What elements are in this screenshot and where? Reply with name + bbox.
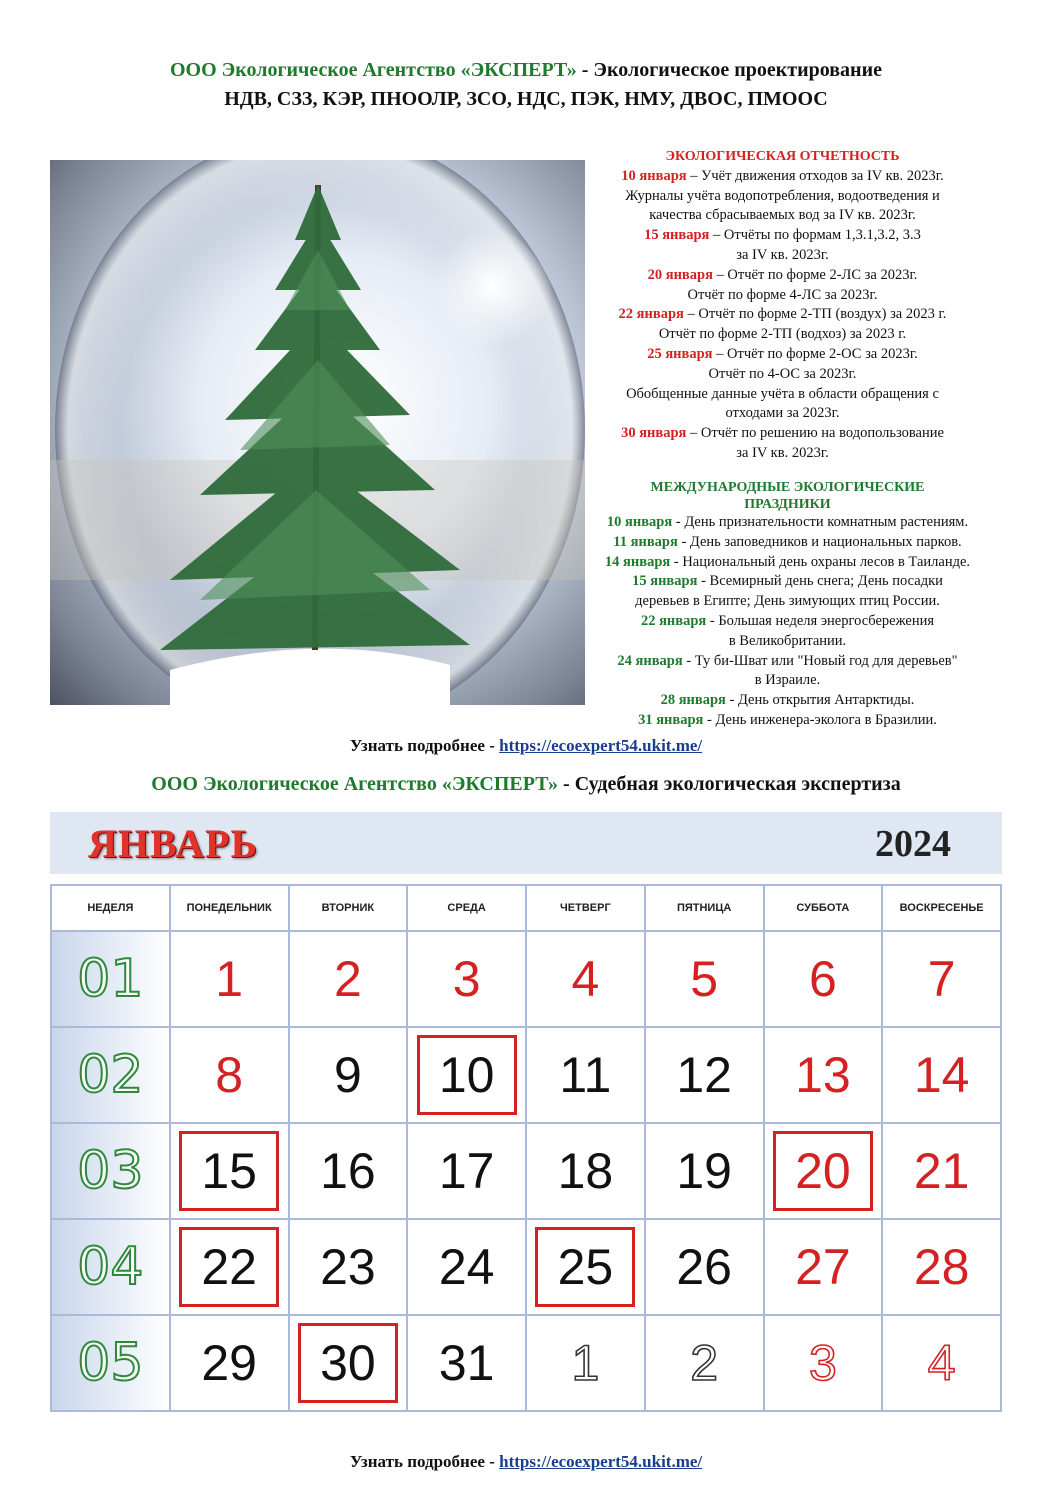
day-number: 27 (795, 1239, 851, 1295)
day-cell[interactable] (170, 1219, 289, 1315)
reporting-item (575, 424, 990, 444)
reporting-date: 25 января (647, 345, 713, 362)
reporting-item (575, 266, 990, 286)
reporting-text: – Отчёты по формам 1,3.1,3.2, 3.3 (709, 227, 921, 244)
holiday-date: 11 января (613, 533, 678, 550)
holiday-text: - Национальный день охраны лесов в Таиланде. (670, 553, 971, 570)
day-number: 2 (690, 1335, 719, 1391)
day-cell[interactable] (764, 1315, 883, 1411)
reporting-item (575, 305, 990, 325)
day-number: 14 (913, 1047, 970, 1103)
reporting-title: ЭКОЛОГИЧЕСКАЯ ОТЧЕТНОСТЬ (665, 149, 900, 164)
reporting-item-cont: качества сбрасываемых вод за IV кв. 2023г. (649, 207, 916, 224)
reporting-text: – Отчёт по решению на водопользование (686, 425, 944, 442)
reporting-date: 30 января (621, 425, 687, 442)
reporting-date: 15 января (644, 227, 710, 244)
week-number: 02 (77, 1045, 144, 1105)
reporting-text: – Учёт движения отходов за IV кв. 2023г. (686, 167, 944, 184)
reporting-date: 22 января (618, 306, 684, 323)
more-info-line-bottom (0, 1452, 1052, 1472)
holiday-item (575, 553, 1000, 573)
day-number: 1 (571, 1335, 600, 1391)
holiday-item (575, 691, 1000, 711)
holiday-text: - День инженера-эколога в Бразилии. (703, 711, 937, 728)
holiday-date: 14 января (604, 553, 671, 570)
holiday-item (575, 533, 1000, 553)
reporting-item-cont: за IV кв. 2023г. (736, 444, 829, 461)
day-cell[interactable] (645, 1123, 764, 1219)
day-number: 16 (320, 1143, 376, 1199)
day-cell[interactable] (882, 1219, 1001, 1315)
calendar-week-row (51, 1123, 1001, 1219)
reporting-item (575, 167, 990, 187)
holiday-text: - Большая неделя энергосбережения (706, 612, 935, 629)
holiday-date: 24 января (617, 652, 683, 669)
more-info-label: Узнать подробнее - (349, 736, 500, 755)
weekday-header: ПОНЕДЕЛЬНИК (170, 885, 289, 931)
day-number: 3 (808, 1335, 837, 1391)
day-number: 11 (559, 1047, 612, 1103)
day-number: 2 (333, 951, 362, 1007)
company-name: ООО Экологическое Агентство «ЭКСПЕРТ» (170, 59, 577, 81)
day-number: 8 (215, 1047, 244, 1103)
day-number: 28 (913, 1239, 970, 1295)
reporting-date: 20 января (647, 266, 713, 283)
reporting-item-cont: Журналы учёта водопотребления, водоотведения и (625, 187, 940, 204)
day-cell[interactable] (764, 1123, 883, 1219)
day-number: 13 (795, 1047, 851, 1103)
highlighted-day-number: 22 (179, 1227, 279, 1307)
day-cell[interactable] (407, 931, 526, 1027)
reporting-item-cont: Отчёт по форме 4-ЛС за 2023г. (687, 286, 878, 303)
week-number: 03 (77, 1141, 144, 1201)
day-cell[interactable] (289, 1123, 408, 1219)
highlighted-day-number: 20 (773, 1131, 873, 1211)
calendar-week-row (51, 1219, 1001, 1315)
holiday-text: - Всемирный день снега; День посадки (697, 573, 943, 590)
weekday-header: ВОСКРЕСЕНЬЕ (882, 885, 1001, 931)
day-cell[interactable] (170, 1315, 289, 1411)
holiday-item (575, 652, 1000, 672)
weekday-header: СРЕДА (407, 885, 526, 931)
day-cell[interactable] (289, 931, 408, 1027)
holiday-item (575, 572, 1000, 592)
reporting-text: – Отчёт по форме 2-ЛС за 2023г. (712, 266, 918, 283)
holiday-date: 15 января (632, 573, 698, 590)
day-cell[interactable] (289, 1315, 408, 1411)
calendar-week-row (51, 1315, 1001, 1411)
day-number: 17 (438, 1143, 495, 1199)
holiday-date: 22 января (640, 612, 707, 629)
day-number: 26 (676, 1239, 732, 1295)
week-number: 04 (77, 1237, 144, 1297)
day-number: 12 (676, 1047, 732, 1103)
holiday-text: - День открытия Антарктиды. (725, 692, 915, 709)
highlighted-day-number: 10 (417, 1035, 517, 1115)
day-cell[interactable] (645, 1219, 764, 1315)
weekday-header: ВТОРНИК (289, 885, 408, 931)
calendar-week-row (51, 1027, 1001, 1123)
day-number: 5 (690, 951, 719, 1007)
day-number: 4 (927, 1335, 956, 1391)
day-cell[interactable] (289, 1027, 408, 1123)
day-cell[interactable] (526, 1219, 645, 1315)
expertise-tagline: - Судебная экологическая экспертиза (558, 773, 901, 795)
day-number: 19 (676, 1143, 732, 1199)
holiday-item-cont: в Израиле. (754, 672, 821, 689)
day-cell[interactable] (764, 1219, 883, 1315)
day-number: 7 (927, 951, 956, 1007)
holiday-item (575, 612, 1000, 632)
week-number-cell (51, 1027, 170, 1123)
holiday-item-cont: в Великобритании. (728, 632, 847, 649)
more-info-line (0, 736, 1052, 756)
calendar-grid (50, 884, 1002, 1412)
day-cell[interactable] (882, 1027, 1001, 1123)
holiday-date: 31 января (638, 711, 704, 728)
holiday-text: - День заповедников и национальных парков. (677, 533, 962, 550)
day-cell[interactable] (407, 1219, 526, 1315)
highlighted-day-number: 25 (535, 1227, 635, 1307)
day-cell[interactable] (645, 931, 764, 1027)
day-cell[interactable] (645, 1027, 764, 1123)
week-number-cell (51, 1315, 170, 1411)
ecological-reporting-section (575, 147, 990, 464)
holidays-title: МЕЖДУНАРОДНЫЕ ЭКОЛОГИЧЕСКИЕ (650, 480, 925, 495)
weekday-header: ЧЕТВЕРГ (526, 885, 645, 931)
reporting-date: 10 января (621, 167, 687, 184)
day-number: 9 (333, 1047, 362, 1103)
day-cell[interactable] (882, 1315, 1001, 1411)
highlighted-day-number: 15 (179, 1131, 279, 1211)
reporting-item (575, 226, 990, 246)
reporting-item-cont: отходами за 2023г. (725, 405, 840, 422)
weekday-header: СУББОТА (764, 885, 883, 931)
day-cell[interactable] (526, 931, 645, 1027)
week-number-cell (51, 931, 170, 1027)
expertise-line (0, 771, 1052, 798)
day-number: 6 (808, 951, 837, 1007)
day-number: 1 (215, 951, 244, 1007)
expertise-company: ООО Экологическое Агентство «ЭКСПЕРТ» (151, 773, 559, 795)
holiday-item-cont: деревьев в Египте; День зимующих птиц России. (635, 593, 940, 610)
services-list: НДВ, СЗЗ, КЭР, ПНООЛР, ЗСО, НДС, ПЭК, НМУ, ДВОС, ПМООС (224, 88, 828, 110)
day-number: 21 (913, 1143, 970, 1199)
day-number: 3 (452, 951, 481, 1007)
week-number-cell (51, 1123, 170, 1219)
day-cell[interactable] (526, 1315, 645, 1411)
reporting-item-cont: Отчёт по форме 2-ТП (водхоз) за 2023 г. (658, 326, 907, 343)
header-tagline: - Экологическое проектирование (576, 59, 882, 81)
day-cell[interactable] (882, 931, 1001, 1027)
day-cell[interactable] (645, 1315, 764, 1411)
website-link[interactable]: https://ecoexpert54.ukit.me/ (499, 736, 703, 755)
day-cell[interactable] (526, 1123, 645, 1219)
reporting-item-cont: Обобщенные данные учёта в области обращения с (626, 385, 939, 402)
holidays-section (575, 479, 1000, 731)
day-cell[interactable] (407, 1123, 526, 1219)
day-cell[interactable] (289, 1219, 408, 1315)
calendar-week-row (51, 931, 1001, 1027)
week-number: 05 (77, 1333, 144, 1393)
reporting-item-cont: Отчёт по 4-ОС за 2023г. (708, 365, 857, 382)
holiday-text: - День признательности комнатным растениям. (672, 514, 969, 530)
week-number-cell (51, 1219, 170, 1315)
day-number: 24 (438, 1239, 495, 1295)
more-info-label-bottom: Узнать подробнее - (349, 1452, 500, 1471)
day-cell[interactable] (882, 1123, 1001, 1219)
highlighted-day-number: 30 (298, 1323, 398, 1403)
weekday-header: ПЯТНИЦА (645, 885, 764, 931)
day-number: 4 (571, 951, 600, 1007)
holiday-item (575, 513, 1000, 533)
day-number: 18 (557, 1143, 614, 1199)
week-number: 01 (77, 949, 144, 1009)
day-number: 31 (438, 1335, 495, 1391)
month-title: ЯНВАРЬ (88, 821, 258, 866)
reporting-text: – Отчёт по форме 2-ОС за 2023г. (712, 345, 918, 362)
day-cell[interactable] (170, 1027, 289, 1123)
holiday-date: 10 января (606, 514, 673, 530)
holiday-date: 28 января (660, 692, 726, 709)
day-cell[interactable] (526, 1027, 645, 1123)
weekday-header: НЕДЕЛЯ (51, 885, 170, 931)
christmas-tree-image (50, 160, 585, 705)
holiday-text: - Ту би-Шват или "Новый год для деревьев" (682, 652, 958, 669)
day-cell[interactable] (407, 1315, 526, 1411)
reporting-item-cont: за IV кв. 2023г. (736, 246, 829, 263)
day-cell[interactable] (764, 1027, 883, 1123)
day-cell[interactable] (764, 931, 883, 1027)
website-link-bottom[interactable]: https://ecoexpert54.ukit.me/ (499, 1452, 703, 1471)
holiday-item (575, 711, 1000, 731)
holidays-title-2: ПРАЗДНИКИ (744, 497, 831, 512)
reporting-item (575, 345, 990, 365)
day-cell[interactable] (170, 1123, 289, 1219)
day-cell[interactable] (170, 931, 289, 1027)
reporting-text: – Отчёт по форме 2-ТП (воздух) за 2023 г. (683, 306, 947, 323)
day-number: 23 (320, 1239, 376, 1295)
header-line-1 (0, 57, 1052, 84)
year-title: 2024 (875, 823, 951, 865)
day-cell[interactable] (407, 1027, 526, 1123)
day-number: 29 (201, 1335, 257, 1391)
